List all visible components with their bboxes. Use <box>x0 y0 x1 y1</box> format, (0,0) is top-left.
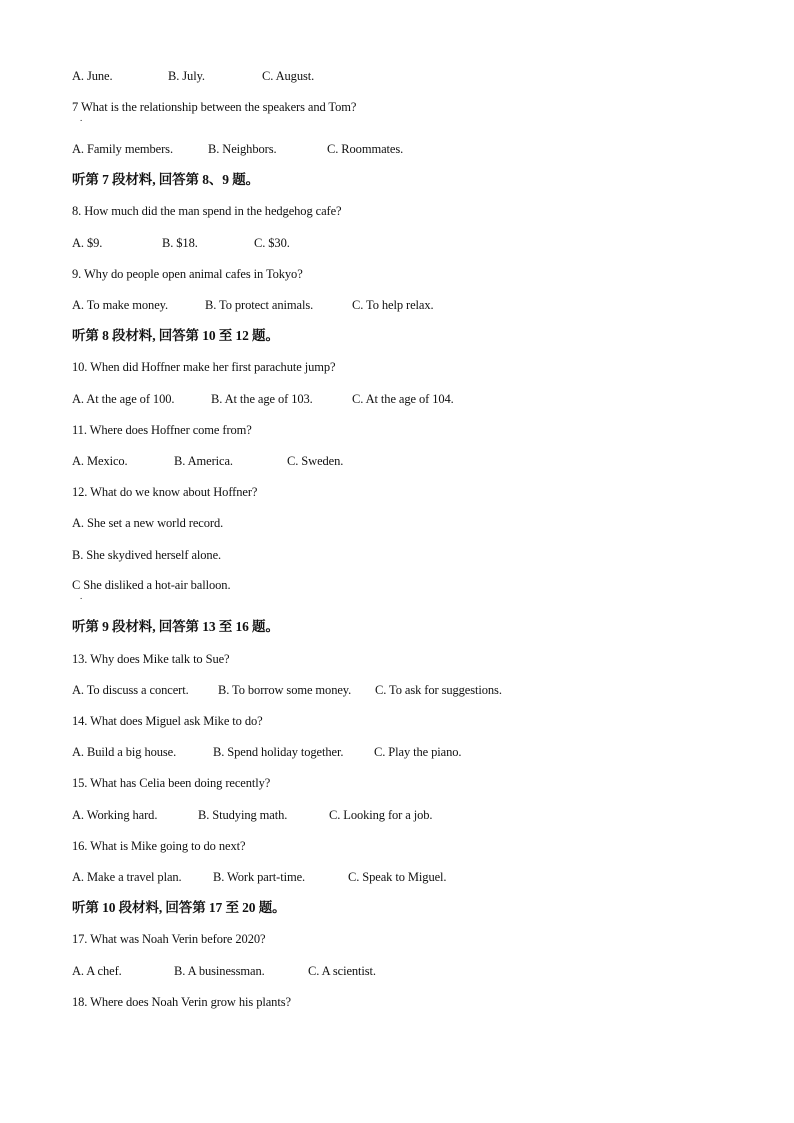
section-heading-9: 听第 9 段材料, 回答第 13 至 16 题。 <box>72 619 279 634</box>
option-a: A. Family members. <box>72 142 173 156</box>
option-b: B. At the age of 103. <box>211 392 313 406</box>
question-18: 18. Where does Noah Verin grow his plants? <box>72 995 291 1009</box>
section-heading-10: 听第 10 段材料, 回答第 17 至 20 题。 <box>72 900 286 915</box>
option-b: B. Spend holiday together. <box>213 745 344 759</box>
option-b: B. Studying math. <box>198 808 288 822</box>
question-text: 7 What is the relationship between the speakers and Tom? <box>72 100 357 114</box>
options-q14 <box>72 744 461 760</box>
option-12b: B. She skydived herself alone. <box>72 548 222 562</box>
option-c: C. Speak to Miguel. <box>348 870 447 884</box>
options-q11 <box>72 453 343 469</box>
option-a: A. A chef. <box>72 964 122 978</box>
options-q10 <box>72 391 454 407</box>
question-17: 17. What was Noah Verin before 2020? <box>72 932 266 946</box>
option-c: C. At the age of 104. <box>352 392 454 406</box>
option-b: B. July. <box>168 69 205 83</box>
options-q17 <box>72 963 376 979</box>
option-a: A. Working hard. <box>72 808 158 822</box>
question-8: 8. How much did the man spend in the hedgehog cafe? <box>72 204 342 218</box>
option-c: C. Roommates. <box>327 142 404 156</box>
option-b: B. A businessman. <box>174 964 265 978</box>
options-q7 <box>72 141 403 157</box>
options-q6 <box>72 68 314 84</box>
question-10: 10. When did Hoffner make her first parachute jump? <box>72 360 336 374</box>
option-12a: A. She set a new world record. <box>72 516 224 530</box>
options-q15 <box>72 807 432 823</box>
option-b: B. $18. <box>162 236 198 250</box>
mark-dot: . <box>80 113 83 123</box>
option-b: B. To protect animals. <box>205 298 314 312</box>
option-b: B. America. <box>174 454 233 468</box>
options-q9 <box>72 297 434 313</box>
question-11: 11. Where does Hoffner come from? <box>72 423 252 437</box>
question-7 <box>72 99 356 121</box>
mark-dot: . <box>80 591 83 601</box>
option-b: B. To borrow some money. <box>218 683 352 697</box>
option-a: A. At the age of 100. <box>72 392 175 406</box>
question-9: 9. Why do people open animal cafes in Tokyo? <box>72 267 303 281</box>
option-c: C. A scientist. <box>308 964 376 978</box>
option-a: A. $9. <box>72 236 103 250</box>
options-q8 <box>72 235 290 251</box>
question-12: 12. What do we know about Hoffner? <box>72 485 258 499</box>
option-a: A. Make a travel plan. <box>72 870 182 884</box>
question-16: 16. What is Mike going to do next? <box>72 839 246 853</box>
question-13: 13. Why does Mike talk to Sue? <box>72 652 230 666</box>
option-c: C. August. <box>262 69 315 83</box>
option-12c <box>72 577 230 599</box>
option-a: A. Mexico. <box>72 454 128 468</box>
section-heading-8: 听第 8 段材料, 回答第 10 至 12 题。 <box>72 328 279 343</box>
option-a: A. June. <box>72 69 113 83</box>
options-q16 <box>72 869 446 885</box>
option-c: C. To help relax. <box>352 298 434 312</box>
question-14: 14. What does Miguel ask Mike to do? <box>72 714 263 728</box>
option-c: C. Looking for a job. <box>329 808 433 822</box>
option-a: A. Build a big house. <box>72 745 177 759</box>
option-text: C She disliked a hot-air balloon. <box>72 578 231 592</box>
option-c: C. To ask for suggestions. <box>375 683 502 697</box>
option-b: B. Neighbors. <box>208 142 277 156</box>
option-b: B. Work part-time. <box>213 870 306 884</box>
options-q13 <box>72 682 502 698</box>
option-a: A. To make money. <box>72 298 169 312</box>
option-c: C. $30. <box>254 236 290 250</box>
question-15: 15. What has Celia been doing recently? <box>72 776 271 790</box>
option-a: A. To discuss a concert. <box>72 683 189 697</box>
section-heading-7: 听第 7 段材料, 回答第 8、9 题。 <box>72 172 259 187</box>
option-c: C. Sweden. <box>287 454 344 468</box>
option-c: C. Play the piano. <box>374 745 462 759</box>
